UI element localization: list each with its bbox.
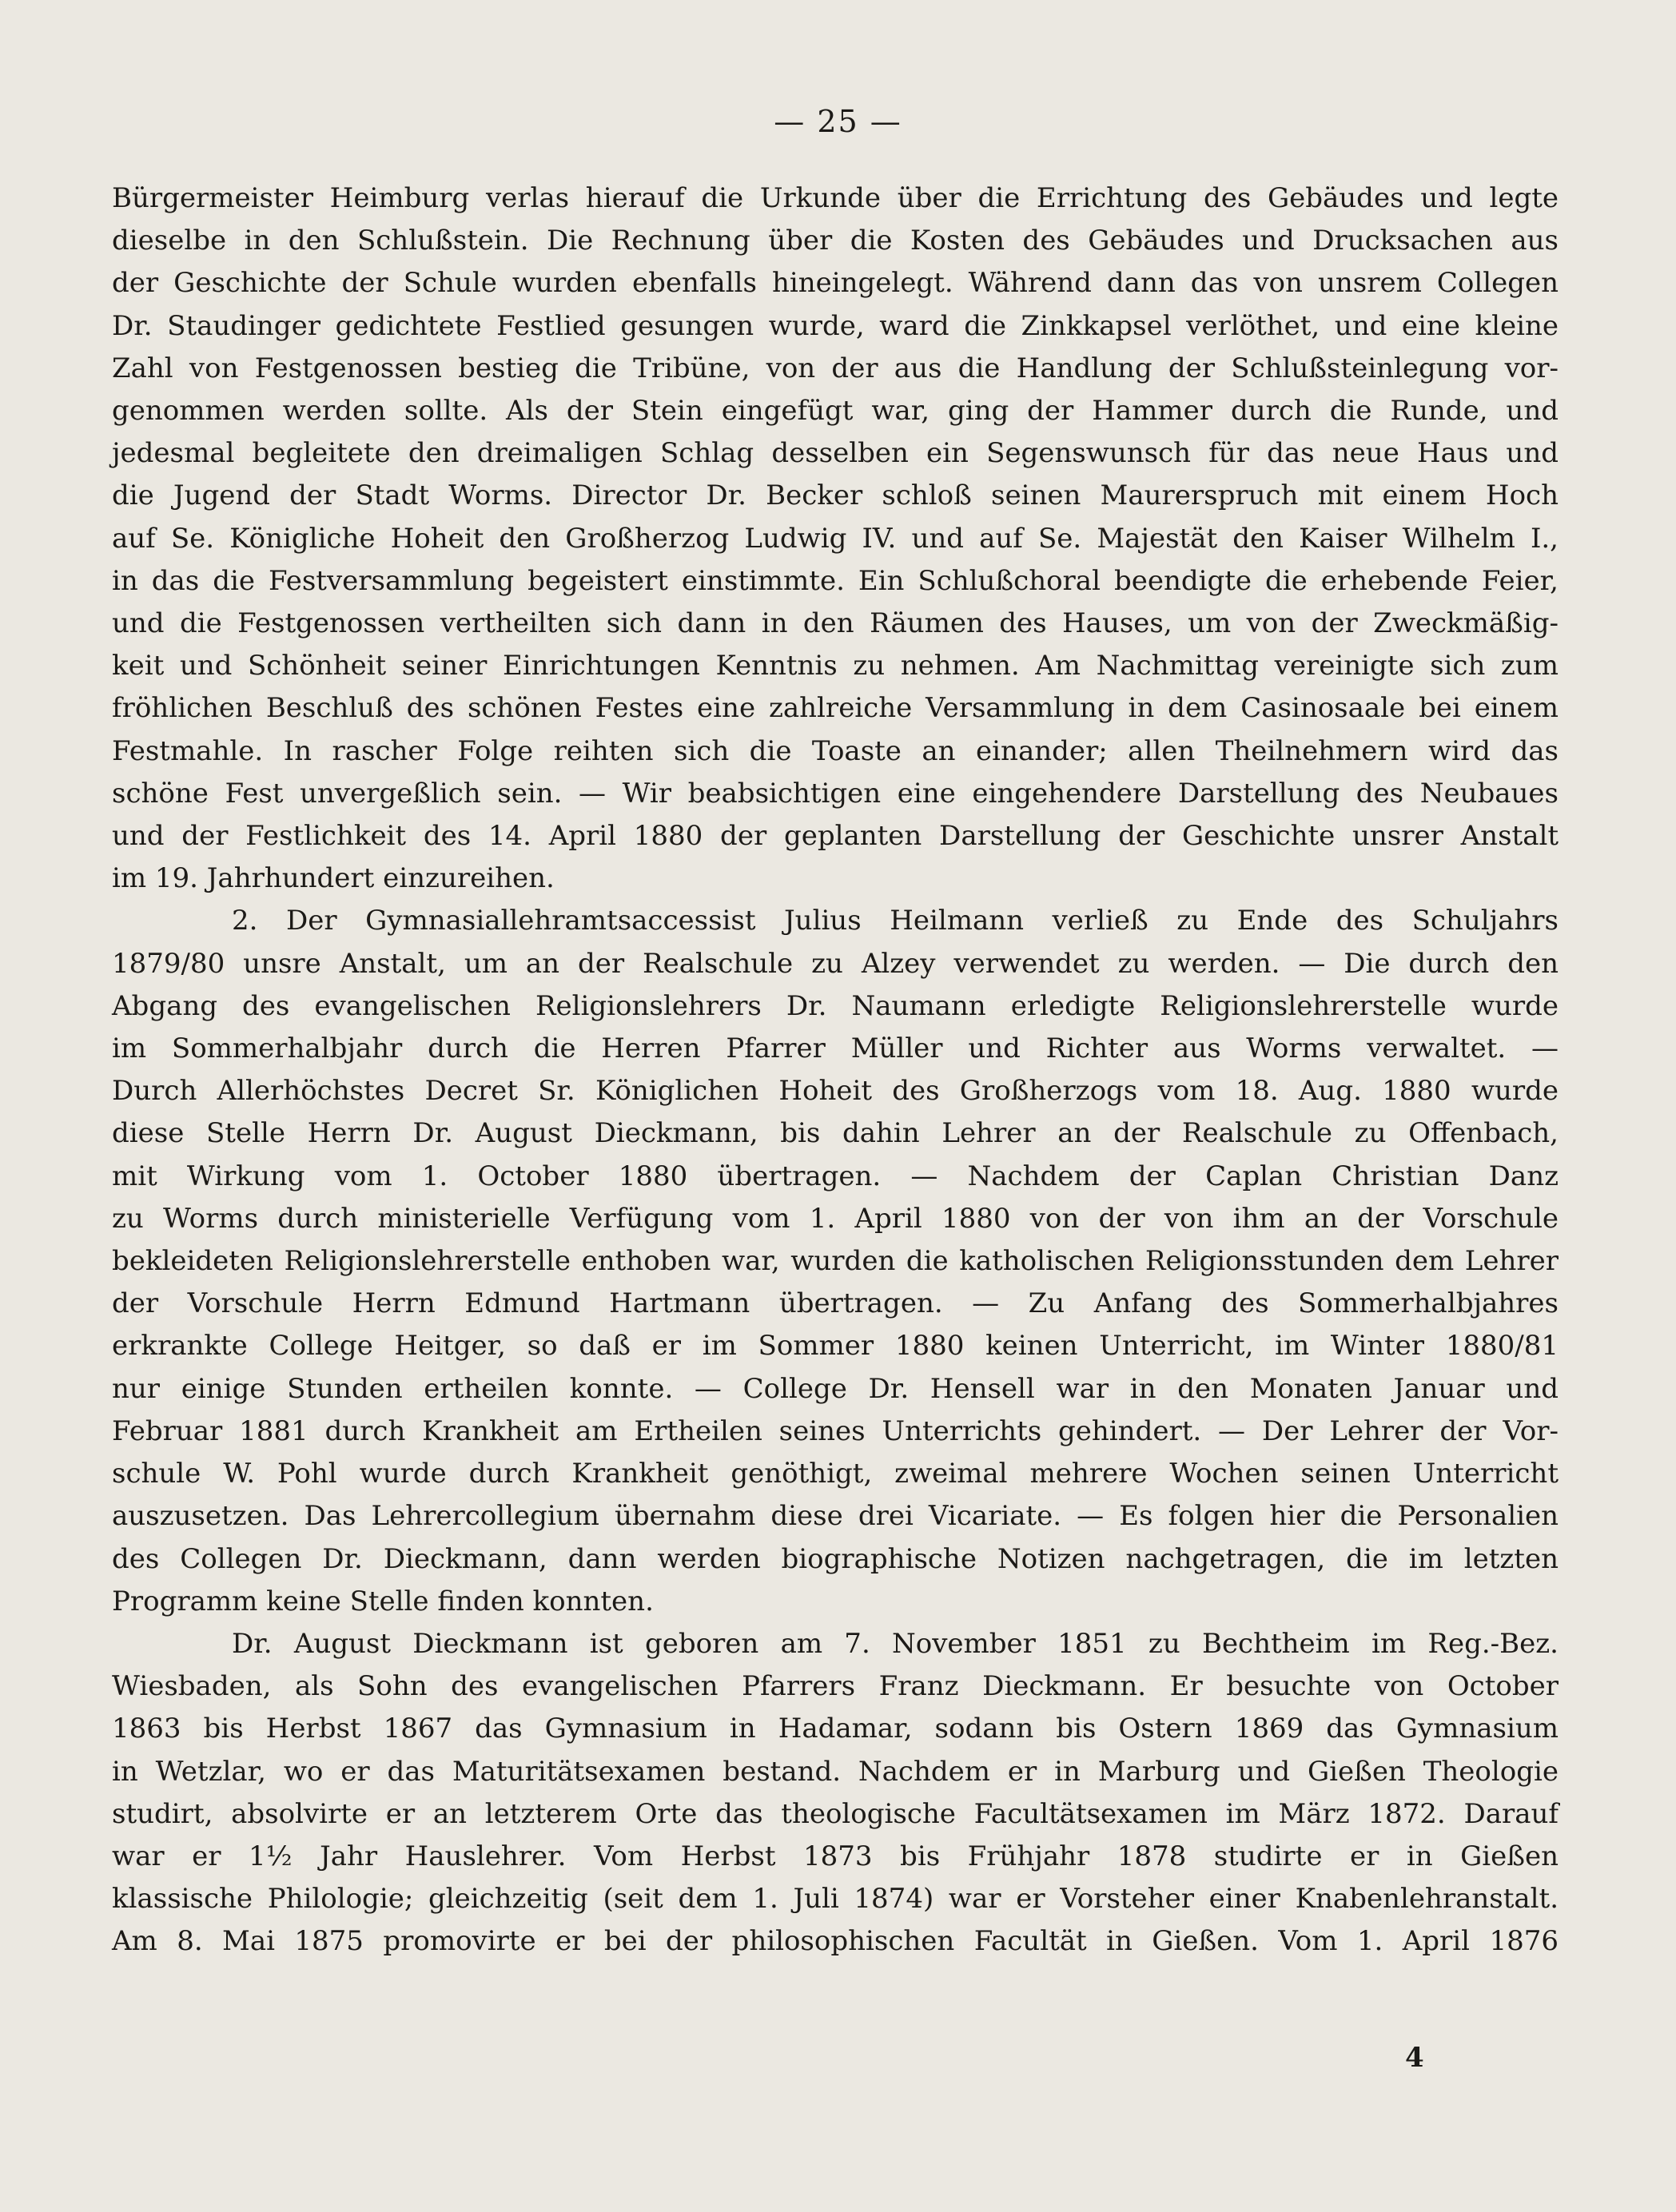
text-line: Dr. August Dieckmann ist geboren am 7. November 1851 zu Bechtheim im Reg.-Bez. <box>232 1627 1559 1660</box>
text-line: keit und Schönheit seiner Einrichtungen Kenntnis zu nehmen. Am Nachmittag vereinigte sich zum <box>112 650 1559 682</box>
text-line: 1863 bis Herbst 1867 das Gymnasium in Hadamar, sodann bis Ostern 1869 das Gymnasium <box>112 1713 1559 1745</box>
text-line: fröhlichen Beschluß des schönen Festes eine zahlreiche Versammlung in dem Casinosaale bei einem <box>112 692 1559 725</box>
text-line: schöne Fest unvergeßlich sein. — Wir beabsichtigen eine eingehendere Darstellung des Neubaues <box>112 777 1559 810</box>
text-line: genommen werden sollte. Als der Stein eingefügt war, ging der Hammer durch die Runde, und <box>112 395 1559 428</box>
text-line: und die Festgenossen vertheilten sich dann in den Räumen des Hauses, um von der Zweckmäßig- <box>112 607 1559 640</box>
text-line: Bürgermeister Heimburg verlas hierauf die Urkunde über die Errichtung des Gebäudes und legte <box>112 182 1559 214</box>
text-line: zu Worms durch ministerielle Verfügung vom 1. April 1880 von der von ihm an der Vorschule <box>112 1202 1559 1235</box>
text-line: Wiesbaden, als Sohn des evangelischen Pfarrers Franz Dieckmann. Er besuchte von October <box>112 1670 1559 1703</box>
text-line: 2. Der Gymnasiallehramtsaccessist Julius Heilmann verließ zu Ende des Schuljahrs <box>232 905 1559 937</box>
text-line: diese Stelle Herrn Dr. August Dieckmann, bis dahin Lehrer an der Realschule zu Offenbach, <box>112 1117 1559 1150</box>
text-line: die Jugend der Stadt Worms. Director Dr. Becker schloß seinen Maurerspruch mit einem Hoch <box>112 479 1559 512</box>
text-line: Programm keine Stelle finden konnten. <box>112 1585 654 1617</box>
text-line: auszusetzen. Das Lehrercollegium übernahm diese drei Vicariate. — Es folgen hier die Personalien <box>112 1500 1559 1533</box>
text-line: dieselbe in den Schlußstein. Die Rechnung über die Kosten des Gebäudes und Drucksachen aus <box>112 225 1559 257</box>
signature-mark: 4 <box>1405 2042 1424 2074</box>
text-line: in das die Festversammlung begeistert einstimmte. Ein Schlußchoral beendigte die erhebende Feier, <box>112 564 1559 597</box>
text-line: Festmahle. In rascher Folge reihten sich die Toaste an einander; allen Theilnehmern wird das <box>112 734 1559 767</box>
text-line: Dr. Staudinger gedichtete Festlied gesungen wurde, ward die Zinkkapsel verlöthet, und eine kleine <box>112 309 1559 342</box>
text-line: erkrankte College Heitger, so daß er im Sommer 1880 keinen Unterricht, im Winter 1880/81 <box>112 1330 1559 1363</box>
page-number: — 25 — <box>774 104 902 139</box>
text-line: des Collegen Dr. Dieckmann, dann werden biographische Notizen nachgetragen, die im letzten <box>112 1542 1559 1575</box>
text-line: Durch Allerhöchstes Decret Sr. Königlichen Hoheit des Großherzogs vom 18. Aug. 1880 wurde <box>112 1075 1559 1108</box>
text-line: Februar 1881 durch Krankheit am Ertheilen seines Unterrichts gehindert. — Der Lehrer der Vor- <box>112 1414 1559 1447</box>
text-line: der Vorschule Herrn Edmund Hartmann übertragen. — Zu Anfang des Sommerhalbjahres <box>112 1287 1559 1320</box>
text-line: war er 1½ Jahr Hauslehrer. Vom Herbst 1873 bis Frühjahr 1878 studirte er in Gießen <box>112 1840 1559 1872</box>
body-text <box>112 177 1559 1963</box>
text-line: jedesmal begleitete den dreimaligen Schlag desselben ein Segenswunsch für das neue Haus und <box>112 437 1559 470</box>
text-line: schule W. Pohl wurde durch Krankheit genöthigt, zweimal mehrere Wochen seinen Unterricht <box>112 1458 1559 1490</box>
text-line: im 19. Jahrhundert einzureihen. <box>112 862 555 895</box>
text-line: 1879/80 unsre Anstalt, um an der Realschule zu Alzey verwendet zu werden. — Die durch den <box>112 947 1559 980</box>
text-line: studirt, absolvirte er an letzterem Orte das theologische Facultätsexamen im März 1872. Darauf <box>112 1797 1559 1830</box>
text-line: Abgang des evangelischen Religionslehrers Dr. Naumann erledigte Religionslehrerstelle wurde <box>112 989 1559 1022</box>
text-line: nur einige Stunden ertheilen konnte. — College Dr. Hensell war in den Monaten Januar und <box>112 1372 1559 1405</box>
text-line: und der Festlichkeit des 14. April 1880 der geplanten Darstellung der Geschichte unsrer Anstalt <box>112 820 1559 853</box>
text-line: in Wetzlar, wo er das Maturitätsexamen bestand. Nachdem er in Marburg und Gießen Theologie <box>112 1755 1559 1788</box>
text-line: im Sommerhalbjahr durch die Herren Pfarrer Müller und Richter aus Worms verwaltet. — <box>112 1032 1559 1065</box>
text-line: Am 8. Mai 1875 promovirte er bei der philosophischen Facultät in Gießen. Vom 1. April 1876 <box>112 1925 1559 1958</box>
text-line: mit Wirkung vom 1. October 1880 übertragen. — Nachdem der Caplan Christian Danz <box>112 1160 1559 1192</box>
text-line: der Geschichte der Schule wurden ebenfalls hineingelegt. Während dann das von unsrem Collegen <box>112 267 1559 300</box>
text-line: bekleideten Religionslehrerstelle enthoben war, wurden die katholischen Religionsstunden dem Lehrer <box>112 1245 1559 1278</box>
text-line: Zahl von Festgenossen bestieg die Tribüne, von der aus die Handlung der Schlußsteinlegung vor- <box>112 352 1559 384</box>
text-line: klassische Philologie; gleichzeitig (seit dem 1. Juli 1874) war er Vorsteher einer Knabenlehranstalt. <box>112 1883 1559 1916</box>
text-line: auf Se. Königliche Hoheit den Großherzog Ludwig IV. und auf Se. Majestät den Kaiser Wilhelm I., <box>112 522 1559 555</box>
